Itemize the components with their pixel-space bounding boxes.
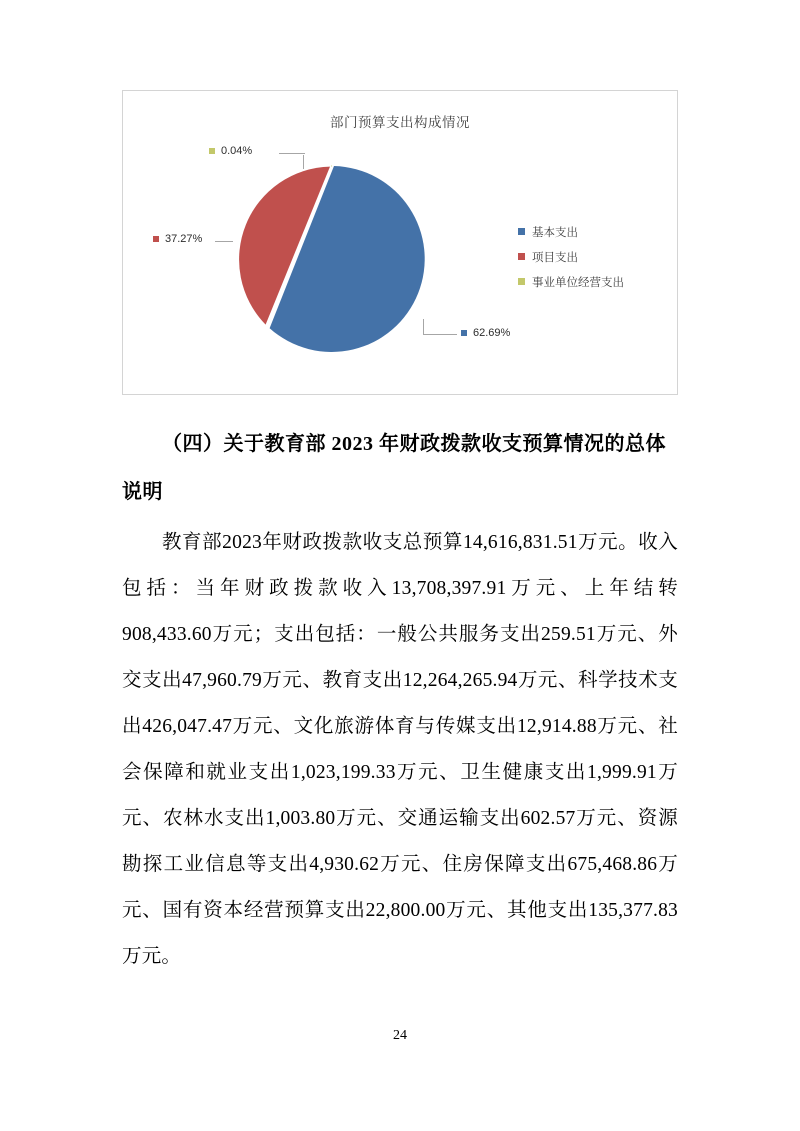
data-label-basic [461, 327, 510, 339]
legend-swatch-project-icon [518, 253, 525, 260]
data-label-operating-text: 0.04% [221, 145, 253, 157]
body-paragraph: 教育部2023年财政拨款收支总预算14,616,831.51万元。收入包括：当年财政拨款收入13,708,397.91万元、上年结转908,433.60万元；支出包括：一般公共服务支出259.51万元、外交支出47,960.79万元、教育支出12,264,265.94万元、科学技术支出426,047.47万元、文化旅游体育与传媒支出12,914.88万元、社会保障和就业支出1,023,199.33万元、卫生健康支出1,999.91万元、农林水支出1,003.80万元、交通运输支出602.57万元、资源勘探工业信息等支出4,930.62万元、住房保障支出675,468.86万元、国有资本经营预算支出22,800.00万元、其他支出135,377.83万元。 [122, 532, 678, 967]
legend-swatch-operating-icon [518, 278, 525, 285]
legend-item-basic [518, 219, 624, 244]
data-label-project [153, 233, 202, 245]
data-label-operating [209, 145, 252, 157]
pie-svg [231, 159, 431, 359]
leader-line-basic-vertical [423, 319, 424, 335]
legend-item-operating [518, 269, 624, 294]
data-label-project-text: 37.27% [165, 233, 203, 245]
page-number: 24 [393, 1028, 407, 1043]
leader-line-operating-vertical [303, 155, 304, 169]
project-swatch-icon [153, 236, 159, 242]
pie-chart-container [122, 90, 678, 395]
pie-graphic [231, 159, 451, 359]
chart-legend [518, 219, 624, 294]
chart-title: 部门预算支出构成情况 [330, 115, 470, 130]
operating-swatch-icon [209, 148, 215, 154]
legend-label-basic: 基本支出 [532, 226, 578, 239]
section-heading: （四）关于教育部 2023 年财政拨款收支预算情况的总体说明 [122, 433, 666, 503]
legend-label-operating: 事业单位经营支出 [532, 276, 624, 289]
leader-line-project [215, 241, 233, 242]
basic-swatch-icon [461, 330, 467, 336]
legend-label-project: 项目支出 [532, 251, 578, 264]
leader-line-basic [423, 334, 457, 335]
legend-item-project [518, 244, 624, 269]
data-label-basic-text: 62.69% [473, 327, 511, 339]
leader-line-operating-horizontal [279, 153, 305, 154]
legend-swatch-basic-icon [518, 228, 525, 235]
